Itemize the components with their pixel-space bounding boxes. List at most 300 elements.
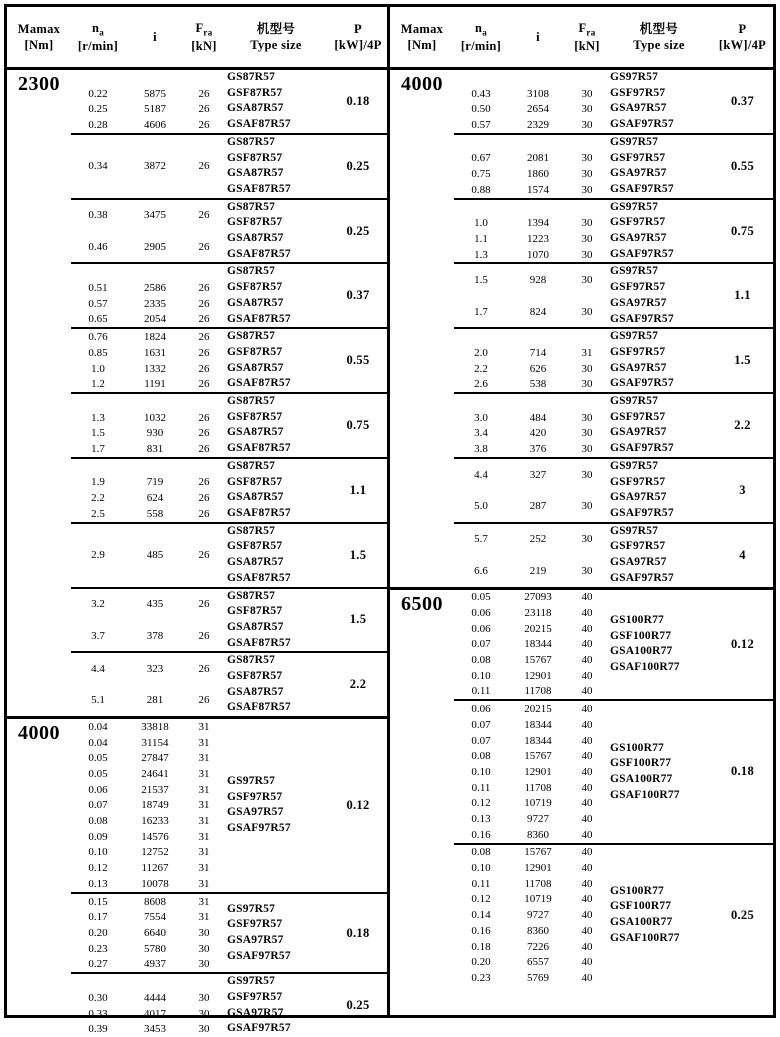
na-value: 0.65 bbox=[88, 313, 108, 326]
type-size: GSF87R57 bbox=[227, 540, 283, 553]
fra-value: 30 bbox=[198, 958, 210, 971]
ratio-value: 23118 bbox=[524, 607, 552, 620]
ratio-value: 376 bbox=[529, 443, 547, 456]
data-rows bbox=[454, 135, 606, 198]
data-row bbox=[71, 735, 223, 751]
mamax-section bbox=[390, 587, 773, 986]
ratio-value: 5780 bbox=[144, 942, 166, 955]
type-size-list bbox=[223, 524, 329, 587]
fra-value: 40 bbox=[581, 734, 593, 747]
data-row bbox=[454, 748, 606, 764]
na-value: 0.06 bbox=[471, 607, 491, 620]
na-value: 3.2 bbox=[91, 598, 105, 611]
type-size: GSF87R57 bbox=[227, 281, 283, 294]
type-size: GSAF97R57 bbox=[610, 182, 674, 195]
na-value: 0.22 bbox=[88, 87, 108, 100]
spec-block bbox=[71, 522, 387, 587]
fra-value: 26 bbox=[198, 378, 210, 391]
na-value: 2.2 bbox=[91, 492, 105, 505]
ratio-value: 538 bbox=[529, 378, 547, 391]
power-value: 0.25 bbox=[346, 223, 370, 238]
table-header bbox=[390, 7, 773, 70]
power-cell bbox=[329, 70, 387, 133]
page-frame bbox=[4, 4, 776, 1036]
data-row bbox=[454, 410, 606, 426]
header-i bbox=[125, 29, 185, 45]
type-size: GSAF87R57 bbox=[227, 312, 291, 325]
na-value: 0.08 bbox=[471, 654, 491, 667]
type-size: GSA97R57 bbox=[610, 426, 667, 439]
type-size: GSA87R57 bbox=[227, 556, 284, 569]
na-value: 0.12 bbox=[88, 862, 108, 875]
header-type-line2: Type size bbox=[250, 38, 302, 52]
data-rows bbox=[71, 200, 223, 263]
data-row bbox=[71, 628, 223, 644]
type-size: GSF87R57 bbox=[227, 670, 283, 683]
na-value: 0.76 bbox=[88, 331, 108, 344]
type-size: GSAF100R77 bbox=[610, 931, 680, 944]
data-row bbox=[71, 990, 223, 1006]
power-cell bbox=[329, 459, 387, 522]
fra-value: 40 bbox=[581, 638, 593, 651]
power-cell bbox=[329, 589, 387, 652]
type-size: GSF97R57 bbox=[227, 918, 283, 931]
power-value: 1.5 bbox=[349, 547, 367, 562]
fra-value: 30 bbox=[581, 232, 593, 245]
type-size-list bbox=[223, 653, 329, 716]
ratio-value: 1631 bbox=[144, 346, 166, 359]
na-value: 0.57 bbox=[471, 118, 491, 131]
header-type-line2: Type size bbox=[633, 38, 685, 52]
spec-block bbox=[71, 892, 387, 972]
ratio-value: 7226 bbox=[527, 940, 549, 953]
ratio-value: 1394 bbox=[527, 217, 549, 230]
na-value: 0.28 bbox=[88, 118, 108, 131]
ratio-value: 18344 bbox=[524, 718, 552, 731]
data-row bbox=[71, 876, 223, 892]
type-size: GSA97R57 bbox=[610, 232, 667, 245]
power-value: 0.25 bbox=[346, 998, 370, 1013]
power-value: 3 bbox=[739, 482, 746, 497]
ratio-value: 1223 bbox=[527, 232, 549, 245]
type-size: GS87R57 bbox=[227, 71, 276, 83]
ratio-value: 3453 bbox=[144, 1023, 166, 1036]
ratio-value: 20215 bbox=[524, 622, 552, 635]
ratio-value: 10719 bbox=[524, 797, 552, 810]
type-size: GSA97R57 bbox=[610, 556, 667, 569]
type-size: GSF97R57 bbox=[610, 345, 666, 358]
data-row bbox=[454, 231, 606, 247]
power-cell bbox=[329, 135, 387, 198]
power-cell bbox=[329, 329, 387, 392]
type-size-list bbox=[223, 459, 329, 522]
fra-value: 30 bbox=[581, 427, 593, 440]
data-row bbox=[71, 101, 223, 117]
na-value: 2.9 bbox=[91, 549, 105, 562]
ratio-value: 714 bbox=[529, 346, 547, 359]
type-size: GSF97R57 bbox=[610, 216, 666, 229]
ratio-value: 626 bbox=[529, 362, 547, 375]
spec-block bbox=[71, 327, 387, 392]
ratio-value: 18344 bbox=[524, 638, 552, 651]
data-row bbox=[454, 101, 606, 117]
type-size: GSF100R77 bbox=[610, 629, 672, 642]
header-power-line2: [kW]/4P bbox=[334, 38, 382, 52]
section-blocks bbox=[454, 70, 773, 587]
power-cell bbox=[329, 200, 387, 263]
ratio-value: 323 bbox=[146, 663, 164, 676]
spec-block bbox=[71, 719, 387, 892]
na-value: 0.04 bbox=[88, 736, 108, 749]
fra-value: 40 bbox=[581, 797, 593, 810]
type-size-list bbox=[223, 589, 329, 652]
type-size: GSAF97R57 bbox=[610, 377, 674, 390]
type-size-list bbox=[606, 701, 712, 842]
na-value: 0.15 bbox=[88, 895, 108, 908]
type-size: GSAF97R57 bbox=[610, 571, 674, 584]
spec-block bbox=[454, 590, 773, 700]
power-value: 0.55 bbox=[346, 353, 370, 368]
type-size: GS97R57 bbox=[610, 71, 659, 83]
data-row bbox=[71, 941, 223, 957]
ratio-value: 31154 bbox=[141, 736, 169, 749]
fra-value: 40 bbox=[581, 654, 593, 667]
header-power bbox=[712, 21, 773, 54]
type-size: GSF87R57 bbox=[227, 475, 283, 488]
na-value: 0.50 bbox=[471, 103, 491, 116]
power-value: 2.2 bbox=[734, 417, 751, 432]
na-value: 0.08 bbox=[471, 846, 491, 859]
type-size: GSA97R57 bbox=[227, 1006, 284, 1019]
header-mamax-line1: Mamax bbox=[17, 21, 61, 36]
data-row bbox=[454, 441, 606, 457]
data-row bbox=[71, 813, 223, 829]
fra-value: 30 bbox=[581, 564, 593, 577]
ratio-value: 930 bbox=[146, 427, 164, 440]
na-value: 0.09 bbox=[88, 830, 108, 843]
spec-block bbox=[71, 133, 387, 198]
ratio-value: 378 bbox=[146, 629, 164, 642]
spec-block bbox=[454, 522, 773, 587]
header-power bbox=[329, 21, 387, 54]
data-rows bbox=[454, 845, 606, 986]
ratio-value: 484 bbox=[529, 411, 547, 424]
na-value: 0.05 bbox=[88, 768, 108, 781]
ratio-value: 5769 bbox=[527, 971, 549, 984]
type-size: GS87R57 bbox=[227, 395, 276, 408]
fra-value: 31 bbox=[198, 877, 210, 890]
power-value: 0.37 bbox=[730, 93, 755, 108]
data-row bbox=[71, 798, 223, 814]
header-type-line1: 机型号 bbox=[256, 21, 296, 36]
na-value: 2.2 bbox=[474, 362, 488, 375]
fra-value: 26 bbox=[198, 331, 210, 344]
fra-value: 30 bbox=[581, 183, 593, 196]
data-row bbox=[71, 426, 223, 442]
type-size: GS97R57 bbox=[227, 775, 276, 788]
type-size: GS97R57 bbox=[610, 265, 659, 278]
data-row bbox=[454, 467, 606, 483]
ratio-value: 2054 bbox=[144, 313, 166, 326]
fra-value: 40 bbox=[581, 846, 593, 859]
ratio-value: 831 bbox=[146, 443, 164, 456]
fra-value: 40 bbox=[581, 893, 593, 906]
type-size: GSA87R57 bbox=[227, 426, 284, 439]
type-size: GSF87R57 bbox=[227, 151, 283, 164]
header-fra-symbol: F bbox=[195, 21, 204, 36]
fra-value: 31 bbox=[198, 752, 210, 765]
fra-value: 30 bbox=[581, 411, 593, 424]
fra-value: 26 bbox=[198, 346, 210, 359]
fra-value: 30 bbox=[581, 274, 593, 287]
data-rows bbox=[71, 589, 223, 652]
na-value: 2.5 bbox=[91, 507, 105, 520]
type-size: GSAF87R57 bbox=[227, 118, 291, 131]
fra-value: 30 bbox=[198, 1023, 210, 1036]
data-row bbox=[454, 764, 606, 780]
type-size: GS87R57 bbox=[227, 459, 276, 472]
power-cell bbox=[712, 590, 773, 700]
fra-value: 40 bbox=[581, 781, 593, 794]
na-value: 1.3 bbox=[91, 411, 105, 424]
data-row bbox=[454, 684, 606, 700]
data-row bbox=[71, 751, 223, 767]
type-size: GSAF87R57 bbox=[227, 701, 291, 714]
ratio-value: 928 bbox=[529, 274, 547, 287]
na-value: 0.43 bbox=[471, 87, 491, 100]
spec-block bbox=[454, 699, 773, 842]
na-value: 1.5 bbox=[474, 274, 488, 287]
fra-value: 30 bbox=[198, 1007, 210, 1020]
fra-value: 40 bbox=[581, 622, 593, 635]
ratio-value: 6557 bbox=[527, 956, 549, 969]
type-size: GSA87R57 bbox=[227, 232, 284, 245]
type-size: GSA87R57 bbox=[227, 167, 284, 180]
fra-value: 30 bbox=[581, 378, 593, 391]
type-size: GSAF97R57 bbox=[227, 949, 291, 962]
power-value: 0.75 bbox=[730, 223, 755, 238]
fra-value: 31 bbox=[198, 768, 210, 781]
ratio-value: 12752 bbox=[141, 846, 169, 859]
type-size-list bbox=[223, 719, 329, 892]
type-size-list bbox=[223, 70, 329, 133]
fra-value: 26 bbox=[198, 240, 210, 253]
na-value: 0.27 bbox=[88, 958, 108, 971]
ratio-value: 33818 bbox=[141, 720, 169, 733]
power-cell bbox=[329, 653, 387, 716]
data-row bbox=[71, 207, 223, 223]
fra-value: 30 bbox=[581, 362, 593, 375]
header-fra bbox=[568, 20, 606, 54]
table-body-right bbox=[390, 70, 773, 1015]
na-value: 0.07 bbox=[471, 638, 491, 651]
data-row bbox=[71, 490, 223, 506]
na-value: 0.12 bbox=[471, 893, 491, 906]
type-size: GS87R57 bbox=[227, 654, 276, 667]
data-row bbox=[71, 1021, 223, 1037]
data-rows bbox=[71, 135, 223, 198]
power-value: 0.18 bbox=[346, 925, 370, 940]
type-size: GSF87R57 bbox=[227, 216, 283, 229]
header-fra-unit: [kN] bbox=[191, 38, 217, 53]
power-cell bbox=[712, 394, 773, 457]
na-value: 0.10 bbox=[471, 765, 491, 778]
type-size-list bbox=[606, 524, 712, 587]
data-row bbox=[71, 910, 223, 926]
na-value: 0.25 bbox=[88, 103, 108, 116]
power-value: 2.2 bbox=[349, 677, 367, 692]
fra-value: 26 bbox=[198, 549, 210, 562]
ratio-value: 12901 bbox=[524, 669, 552, 682]
na-value: 0.88 bbox=[471, 183, 491, 196]
fra-value: 40 bbox=[581, 862, 593, 875]
power-value: 4 bbox=[739, 547, 746, 562]
type-size-list bbox=[606, 264, 712, 327]
na-value: 1.0 bbox=[91, 362, 105, 375]
ratio-value: 2335 bbox=[144, 297, 166, 310]
data-row bbox=[71, 925, 223, 941]
type-size-list bbox=[223, 135, 329, 198]
power-value: 1.5 bbox=[349, 612, 367, 627]
fra-value: 40 bbox=[581, 718, 593, 731]
fra-value: 30 bbox=[581, 499, 593, 512]
na-value: 5.1 bbox=[91, 694, 105, 707]
header-mamax-line1: Mamax bbox=[400, 21, 444, 36]
data-row bbox=[454, 563, 606, 579]
fra-value: 31 bbox=[198, 895, 210, 908]
header-na-subscript: a bbox=[482, 27, 488, 38]
type-size: GSF87R57 bbox=[227, 86, 283, 99]
ratio-value: 18749 bbox=[141, 799, 169, 812]
fra-value: 31 bbox=[198, 911, 210, 924]
data-row bbox=[454, 652, 606, 668]
ratio-value: 1574 bbox=[527, 183, 549, 196]
data-row bbox=[454, 860, 606, 876]
ratio-value: 624 bbox=[146, 492, 164, 505]
data-row bbox=[71, 661, 223, 677]
fra-value: 40 bbox=[581, 956, 593, 969]
type-size: GSAF97R57 bbox=[227, 822, 291, 835]
power-cell bbox=[712, 264, 773, 327]
ratio-value: 2586 bbox=[144, 282, 166, 295]
na-value: 0.33 bbox=[88, 1007, 108, 1020]
data-rows bbox=[71, 974, 223, 1037]
na-value: 4.4 bbox=[474, 468, 488, 481]
na-value: 5.0 bbox=[474, 499, 488, 512]
type-size: GSAF87R57 bbox=[227, 571, 291, 584]
fra-value: 26 bbox=[198, 103, 210, 116]
data-row bbox=[71, 475, 223, 491]
section-blocks bbox=[454, 590, 773, 986]
type-size: GS87R57 bbox=[227, 589, 276, 602]
data-row bbox=[71, 86, 223, 102]
fra-value: 40 bbox=[581, 813, 593, 826]
na-value: 0.85 bbox=[88, 346, 108, 359]
fra-value: 31 bbox=[198, 736, 210, 749]
data-row bbox=[454, 637, 606, 653]
spec-block bbox=[71, 262, 387, 327]
fra-value: 30 bbox=[198, 991, 210, 1004]
ratio-value: 11708 bbox=[524, 877, 552, 890]
ratio-value: 12901 bbox=[524, 765, 552, 778]
na-value: 1.7 bbox=[91, 443, 105, 456]
data-rows bbox=[454, 459, 606, 522]
ratio-value: 10719 bbox=[524, 893, 552, 906]
fra-value: 26 bbox=[198, 427, 210, 440]
type-size: GSF97R57 bbox=[227, 990, 283, 1003]
power-cell bbox=[329, 264, 387, 327]
data-row bbox=[454, 892, 606, 908]
fra-value: 26 bbox=[198, 443, 210, 456]
na-value: 0.11 bbox=[471, 877, 491, 890]
na-value: 2.6 bbox=[474, 378, 488, 391]
na-value: 0.30 bbox=[88, 991, 108, 1004]
data-row bbox=[71, 845, 223, 861]
type-size-list bbox=[606, 459, 712, 522]
power-value: 0.12 bbox=[346, 797, 370, 812]
fra-value: 40 bbox=[581, 877, 593, 890]
header-na-symbol: n bbox=[474, 21, 483, 36]
ratio-value: 8608 bbox=[144, 895, 166, 908]
spec-block bbox=[71, 392, 387, 457]
spec-block bbox=[71, 651, 387, 716]
data-row bbox=[454, 304, 606, 320]
fra-value: 26 bbox=[198, 87, 210, 100]
type-size-list bbox=[606, 590, 712, 700]
fra-value: 30 bbox=[581, 152, 593, 165]
fra-value: 26 bbox=[198, 297, 210, 310]
data-row bbox=[454, 498, 606, 514]
type-size-list bbox=[223, 264, 329, 327]
power-cell bbox=[712, 329, 773, 392]
power-value: 1.1 bbox=[734, 288, 751, 303]
power-value: 0.75 bbox=[346, 417, 370, 432]
type-size-list bbox=[223, 894, 329, 972]
fra-value: 30 bbox=[581, 468, 593, 481]
power-value: 1.1 bbox=[349, 482, 367, 497]
type-size: GS87R57 bbox=[227, 200, 276, 213]
type-size: GS87R57 bbox=[227, 265, 276, 278]
na-value: 0.23 bbox=[471, 971, 491, 984]
na-value: 0.07 bbox=[471, 718, 491, 731]
type-size: GSAF87R57 bbox=[227, 506, 291, 519]
fra-value: 30 bbox=[581, 533, 593, 546]
power-value: 0.18 bbox=[346, 93, 370, 108]
na-value: 0.06 bbox=[88, 783, 108, 796]
fra-value: 40 bbox=[581, 607, 593, 620]
ratio-value: 11708 bbox=[524, 781, 552, 794]
na-value: 0.16 bbox=[471, 828, 491, 841]
spec-block bbox=[454, 70, 773, 133]
data-row bbox=[454, 827, 606, 843]
fra-value: 26 bbox=[198, 160, 210, 173]
type-size: GSF97R57 bbox=[610, 281, 666, 294]
type-size: GS100R77 bbox=[610, 741, 664, 754]
header-power-line2: [kW]/4P bbox=[718, 38, 767, 52]
ratio-value: 2905 bbox=[144, 240, 166, 253]
type-size: GSF100R77 bbox=[610, 757, 672, 770]
na-value: 0.06 bbox=[471, 703, 491, 716]
na-value: 0.57 bbox=[88, 297, 108, 310]
power-value: 0.55 bbox=[730, 158, 755, 173]
data-row bbox=[454, 780, 606, 796]
header-fra bbox=[185, 20, 223, 54]
data-row bbox=[71, 117, 223, 133]
type-size: GSAF87R57 bbox=[227, 377, 291, 390]
ratio-value: 27847 bbox=[141, 752, 169, 765]
data-row bbox=[71, 894, 223, 910]
na-value: 0.16 bbox=[471, 924, 491, 937]
